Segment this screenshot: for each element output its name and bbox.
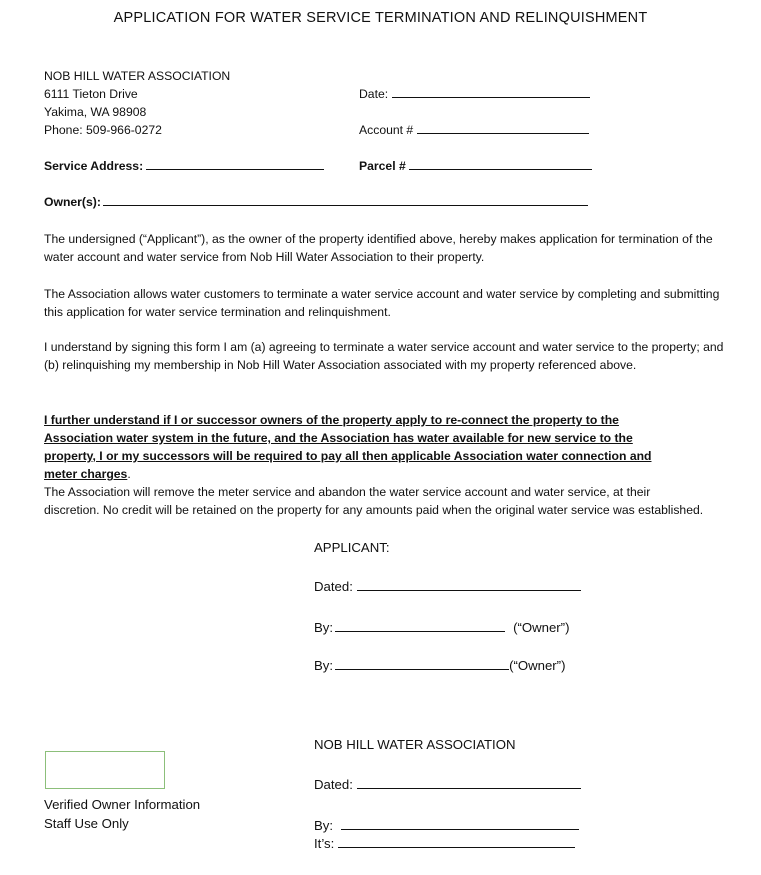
account-label: Account # — [359, 123, 414, 137]
account-line — [417, 132, 589, 134]
association-its-field[interactable] — [314, 836, 575, 851]
association-name: NOB HILL WATER ASSOCIATION — [44, 69, 231, 83]
paragraph-allowance: The Association allows water customers to terminate a water service account and water service by completing and submitting this application for water service termination and relinquishment. — [44, 287, 720, 319]
association-by-label: By: — [314, 818, 334, 833]
service-address-field[interactable] — [44, 159, 324, 173]
parcel-label: Parcel # — [359, 159, 406, 173]
owners-field[interactable] — [44, 195, 588, 209]
applicant-by-field-2[interactable] — [314, 658, 565, 673]
applicant-by-line-1 — [335, 630, 505, 632]
staff-verified-label: Verified Owner Information — [44, 797, 201, 812]
applicant-by-label-2: By: — [314, 658, 334, 673]
association-by-field[interactable] — [314, 818, 579, 833]
applicant-heading: APPLICANT: — [314, 540, 390, 555]
applicant-by-field-1[interactable] — [314, 620, 569, 635]
association-by-line — [341, 828, 579, 830]
paragraph-application: The undersigned (“Applicant”), as the owner of the property identified above, hereby makes application for termination of the water account and water service from Nob Hill Water Association to their property. — [44, 232, 713, 264]
association-street: 6111 Tieton Drive — [44, 87, 138, 101]
association-dated-label: Dated: — [314, 777, 353, 792]
parcel-field[interactable] — [359, 159, 592, 173]
owner-tag-1: (“Owner”) — [513, 620, 570, 635]
association-sign-heading: NOB HILL WATER ASSOCIATION — [314, 737, 516, 752]
staff-verification-box[interactable] — [45, 751, 165, 789]
owners-label: Owner(s): — [44, 195, 101, 209]
association-its-line — [338, 846, 575, 848]
paragraph-understanding: I understand by signing this form I am (a) agreeing to terminate a water service account and water service to the property; and (b) relinquishing my membership in Nob Hill Water Association associated with my property referenced above. — [44, 340, 724, 372]
applicant-dated-label: Dated: — [314, 579, 353, 594]
association-city: Yakima, WA 98908 — [44, 105, 147, 119]
parcel-line — [409, 168, 592, 170]
date-field[interactable] — [359, 87, 590, 101]
paragraph-removal: The Association will remove the meter service and abandon the water service account and water service, at their discretion. No credit will be retained on the property for any amounts paid when the original water service was established. — [44, 485, 704, 517]
staff-use-label: Staff Use Only — [44, 816, 129, 831]
owner-tag-2: (“Owner”) — [509, 658, 566, 673]
account-field[interactable] — [359, 123, 589, 137]
reconnect-period: . — [127, 467, 131, 481]
applicant-dated-line — [357, 589, 581, 591]
applicant-by-label-1: By: — [314, 620, 334, 635]
service-address-line — [146, 168, 324, 170]
association-phone: Phone: 509-966-0272 — [44, 123, 162, 137]
form-title: APPLICATION FOR WATER SERVICE TERMINATION AND RELINQUISHMENT — [113, 10, 648, 26]
paragraph-reconnect — [44, 411, 684, 483]
association-its-label: It’s: — [314, 836, 335, 851]
applicant-dated-field[interactable] — [314, 579, 581, 594]
reconnect-notice: I further understand if I or successor owners of the property apply to re-connect the property to the Association water system in the future, and the Association has water available for new service to the property, I or my successors will be required to pay all then applicable Association water connection and meter charges — [44, 413, 652, 481]
date-label: Date: — [359, 87, 389, 101]
date-line — [392, 96, 590, 98]
applicant-by-line-2 — [335, 668, 509, 670]
service-address-label: Service Address: — [44, 159, 144, 173]
owners-line — [103, 204, 588, 206]
association-dated-line — [357, 787, 581, 789]
association-dated-field[interactable] — [314, 777, 581, 792]
